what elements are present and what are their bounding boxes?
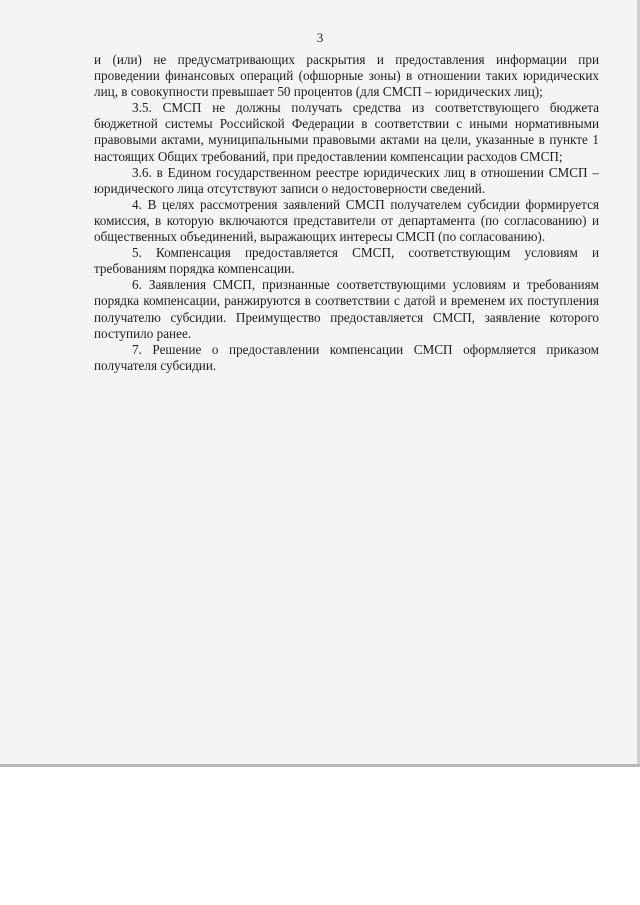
- paragraph-6: 6. Заявления СМСП, признанные соответствующими условиям и требованиям порядка компенсации, ранжируются в соответствии с датой и временем их поступления получателю субсидии. Преимущество предоставляется СМСП, заявление которого поступило ранее.: [94, 277, 599, 341]
- paragraph-4: 4. В целях рассмотрения заявлений СМСП получателем субсидии формируется комиссия, в которую включаются представители от департамента (по согласованию) и общественных объединений, выражающих интересы СМСП (по согласованию).: [94, 196, 599, 245]
- page-edge: [0, 764, 640, 767]
- paragraph-3-6: 3.6. в Едином государственном реестре юридических лиц в отношении СМСП – юридического лица отсутствуют записи о недостоверности сведений.: [94, 164, 599, 196]
- document-body: [94, 52, 599, 374]
- page-number: 3: [316, 30, 324, 45]
- paragraph-3-5: 3.5. СМСП не должны получать средства из соответствующего бюджета бюджетной системы Российской Федерации в соответствии с иными нормативными правовыми актами, муниципальными правовыми актами на цели, указанные в пункте 1 настоящих Общих требований, при предоставлении компенсации расходов СМСП;: [94, 100, 599, 164]
- paragraph-5: 5. Компенсация предоставляется СМСП, соответствующим условиям и требованиям порядка компенсации.: [94, 245, 599, 277]
- paragraph-continuation: и (или) не предусматривающих раскрытия и предоставления информации при проведении финансовых операций (офшорные зоны) в отношении таких юридических лиц, в совокупности превышает 50 процентов (для СМСП – юридических лиц);: [94, 52, 599, 100]
- paragraph-7: 7. Решение о предоставлении компенсации СМСП оформляется приказом получателя субсидии.: [94, 341, 599, 373]
